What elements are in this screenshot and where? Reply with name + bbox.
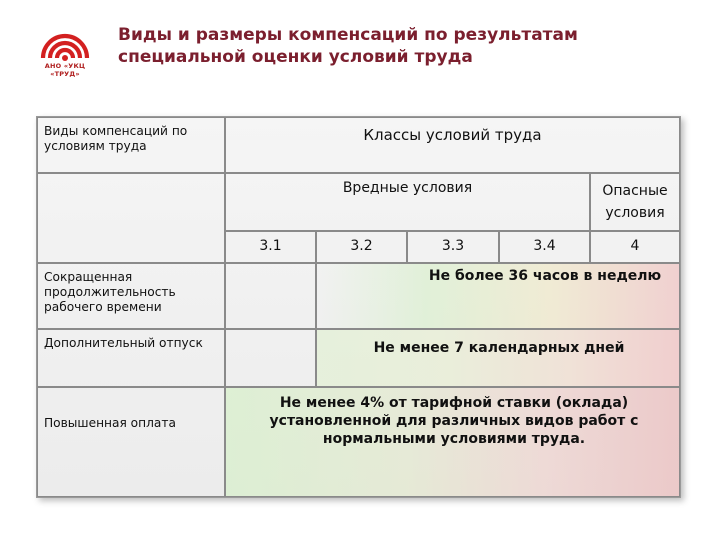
- title-line-1: Виды и размеры компенсаций по результатам: [118, 25, 578, 45]
- dangerous-conditions-header: Опасные условия: [590, 173, 680, 231]
- logo-caption: АНО «УКЦ «ТРУД»: [44, 62, 86, 78]
- row2-value: Не менее 7 календарных дней: [373, 340, 625, 356]
- row3-value-cell: [225, 387, 680, 497]
- row1-value: Не более 36 часов в неделю: [428, 268, 662, 284]
- row-label-extra-leave: Дополнительный отпуск: [37, 329, 225, 387]
- row2-empty-3-1: [225, 329, 316, 387]
- row1-value-cell: [316, 263, 680, 329]
- row1-empty-3-1: [225, 263, 316, 329]
- row2-value-cell: [316, 329, 680, 387]
- class-code-3-3: 3.3: [407, 231, 499, 263]
- class-code-3-1: 3.1: [225, 231, 316, 263]
- compensation-table: [36, 116, 681, 498]
- harmful-conditions-header: Вредные условия: [225, 173, 590, 231]
- classes-header: Классы условий труда: [225, 117, 680, 173]
- page-title: [118, 24, 678, 68]
- row-label-increased-pay: Повышенная оплата: [37, 387, 225, 497]
- corner-label: Виды компенсаций по условиям труда: [37, 117, 225, 173]
- signal-waves-icon: [32, 14, 98, 64]
- organization-logo: [32, 14, 98, 76]
- class-code-3-2: 3.2: [316, 231, 407, 263]
- row3-value: Не менее 4% от тарифной ставки (оклада) установленной для различных видов работ с нормальными условиями труда.: [269, 395, 639, 447]
- corner-blank: [37, 173, 225, 263]
- title-line-2: специальной оценки условий труда: [118, 47, 473, 67]
- class-code-4: 4: [590, 231, 680, 263]
- row-label-short-hours: Сокращенная продолжительность рабочего времени: [37, 263, 225, 329]
- class-code-3-4: 3.4: [499, 231, 590, 263]
